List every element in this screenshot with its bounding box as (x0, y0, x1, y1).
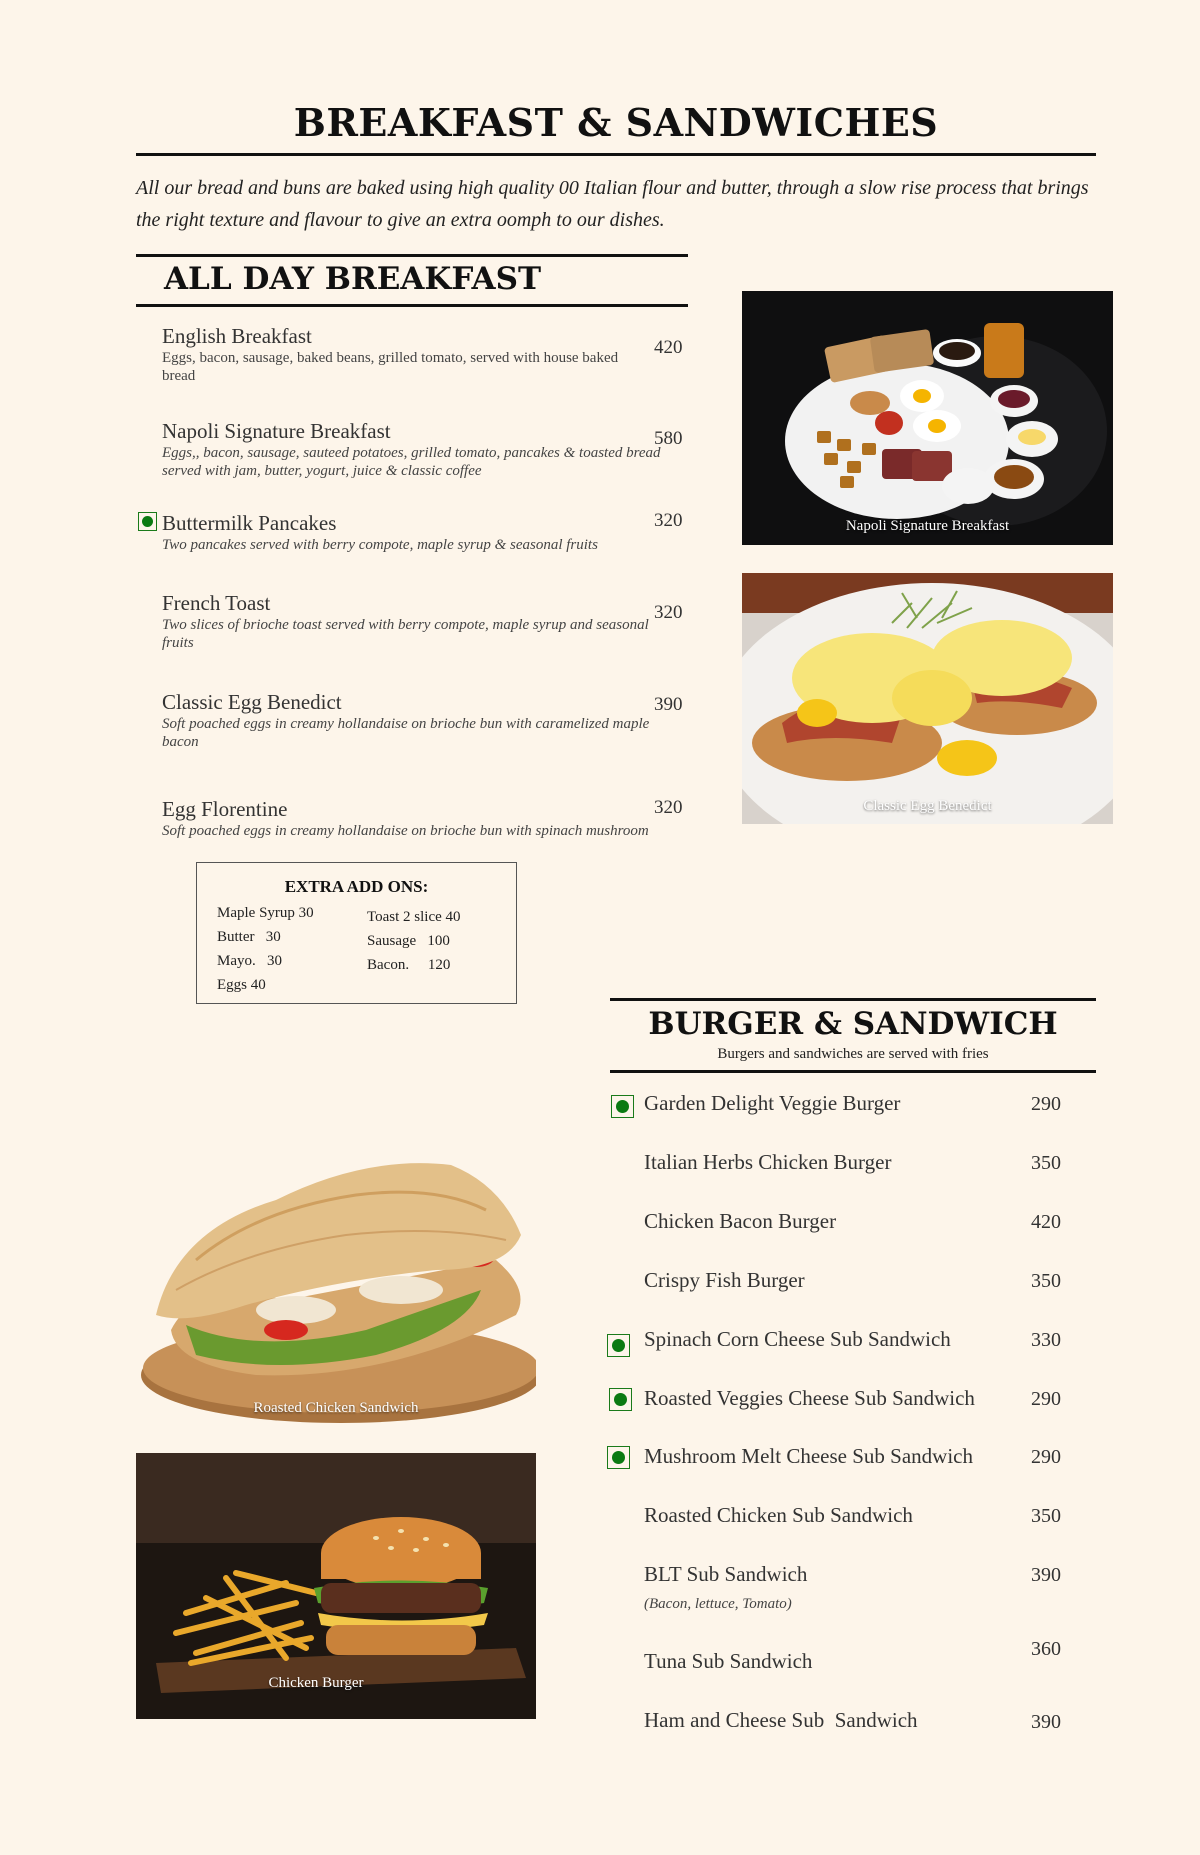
item-name: French Toast (162, 591, 271, 615)
item-price: 320 (654, 602, 683, 623)
item-desc: Two pancakes served with berry compote, maple syrup & seasonal fruits (162, 537, 598, 553)
menu-item-name: Ham and Cheese Sub Sandwich (644, 1708, 918, 1732)
breakfast-item (162, 324, 652, 385)
breakfast-item (162, 690, 682, 751)
menu-item-price: 420 (1031, 1211, 1061, 1233)
burger-subtitle: Burgers and sandwiches are served with fries (717, 1046, 989, 1062)
menu-item-name: Crispy Fish Burger (644, 1268, 805, 1292)
item-desc: Eggs, bacon, sausage, baked beans, grilled tomato, served with house baked bread (162, 350, 619, 384)
item-desc: Two slices of brioche toast served with berry compote, maple syrup and seasonal fruits (162, 617, 649, 651)
item-name: Egg Florentine (162, 797, 288, 821)
menu-item-price: 390 (1031, 1711, 1061, 1733)
addon-item: Sausage 100 (367, 933, 450, 949)
menu-item-price: 330 (1031, 1329, 1061, 1351)
breakfast-rule-bottom (136, 304, 688, 307)
breakfast-item (162, 511, 682, 554)
napoli-breakfast-image (742, 291, 1113, 545)
item-name: English Breakfast (162, 324, 312, 348)
photo-caption: Classic Egg Benedict (863, 798, 992, 814)
burger-rule-top (610, 998, 1096, 1001)
menu-item-price: 350 (1031, 1505, 1061, 1527)
burger-title: BURGER & SANDWICH (648, 1006, 1058, 1042)
photo-caption: Roasted Chicken Sandwich (253, 1400, 419, 1416)
addon-item: Mayo. 30 (217, 953, 282, 969)
veg-dot-icon (607, 1334, 630, 1357)
menu-item-name: Italian Herbs Chicken Burger (644, 1150, 892, 1174)
menu-item-price: 360 (1031, 1638, 1061, 1660)
title-rule (136, 153, 1096, 156)
menu-item-price: 350 (1031, 1152, 1061, 1174)
menu-item-note: (Bacon, lettuce, Tomato) (644, 1596, 792, 1612)
addons-title: EXTRA ADD ONS: (284, 877, 429, 896)
veg-dot-icon (607, 1446, 630, 1469)
menu-item-price: 290 (1031, 1093, 1061, 1115)
breakfast-item (162, 591, 652, 652)
intro-text: All our bread and buns are baked using high quality 00 Italian flour and butter, through a slow rise process that brings the right texture and flavour to give an extra oomph to our dishes. (136, 177, 1089, 231)
item-desc: Soft poached eggs in creamy hollandaise on brioche bun with caramelized maple bacon (162, 716, 650, 750)
menu-item-price: 290 (1031, 1388, 1061, 1410)
item-name: Classic Egg Benedict (162, 690, 342, 714)
veg-dot-icon (138, 512, 157, 531)
menu-item-name: Mushroom Melt Cheese Sub Sandwich (644, 1444, 973, 1468)
menu-item-price: 350 (1031, 1270, 1061, 1292)
addon-item: Toast 2 slice 40 (367, 909, 461, 925)
menu-item-name: Chicken Bacon Burger (644, 1209, 837, 1233)
photo-caption: Chicken Burger (268, 1675, 364, 1691)
breakfast-title: ALL DAY BREAKFAST (164, 261, 542, 297)
item-desc: Eggs,, bacon, sausage, sauteed potatoes, grilled tomato, pancakes & toasted bread served with jam, butter, yogurt, juice & classic coffee (162, 445, 661, 479)
menu-item-name: Tuna Sub Sandwich (644, 1649, 813, 1673)
extra-addons-box (196, 862, 517, 1004)
breakfast-item (162, 797, 652, 840)
napoli-breakfast-photo (742, 291, 1113, 545)
menu-item-name: Spinach Corn Cheese Sub Sandwich (644, 1327, 951, 1351)
item-desc: Soft poached eggs in creamy hollandaise on brioche bun with spinach mushroom (162, 823, 649, 839)
menu-item-price: 290 (1031, 1446, 1061, 1468)
addon-item: Eggs 40 (217, 977, 266, 993)
menu-item-price: 390 (1031, 1564, 1061, 1586)
addon-item: Maple Syrup 30 (217, 905, 314, 921)
chicken-sandwich-image (136, 1140, 536, 1430)
menu-item-name: Roasted Chicken Sub Sandwich (644, 1503, 913, 1527)
item-price: 390 (654, 694, 683, 715)
veg-dot-icon (611, 1095, 634, 1118)
addon-item: Bacon. 120 (367, 957, 451, 973)
item-price: 580 (654, 428, 683, 449)
page-title: BREAKFAST & SANDWICHES (293, 100, 939, 145)
egg-benedict-image (742, 573, 1113, 824)
burger-rule-bottom (610, 1070, 1096, 1073)
item-name: Buttermilk Pancakes (162, 511, 337, 535)
item-price: 420 (654, 337, 683, 358)
egg-benedict-photo (742, 573, 1113, 824)
veg-dot-icon (609, 1388, 632, 1411)
menu-item-name: BLT Sub Sandwich (644, 1562, 808, 1586)
breakfast-item (162, 419, 682, 480)
menu-item-name: Garden Delight Veggie Burger (644, 1091, 901, 1115)
photo-caption: Napoli Signature Breakfast (845, 518, 1010, 534)
chicken-burger-photo (136, 1453, 536, 1719)
breakfast-rule-top (136, 254, 688, 257)
item-name: Napoli Signature Breakfast (162, 419, 391, 443)
menu-item-name: Roasted Veggies Cheese Sub Sandwich (644, 1386, 975, 1410)
item-price: 320 (654, 797, 683, 818)
item-price: 320 (654, 510, 683, 531)
addon-item: Butter 30 (217, 929, 281, 945)
chicken-sandwich-photo (136, 1140, 536, 1430)
